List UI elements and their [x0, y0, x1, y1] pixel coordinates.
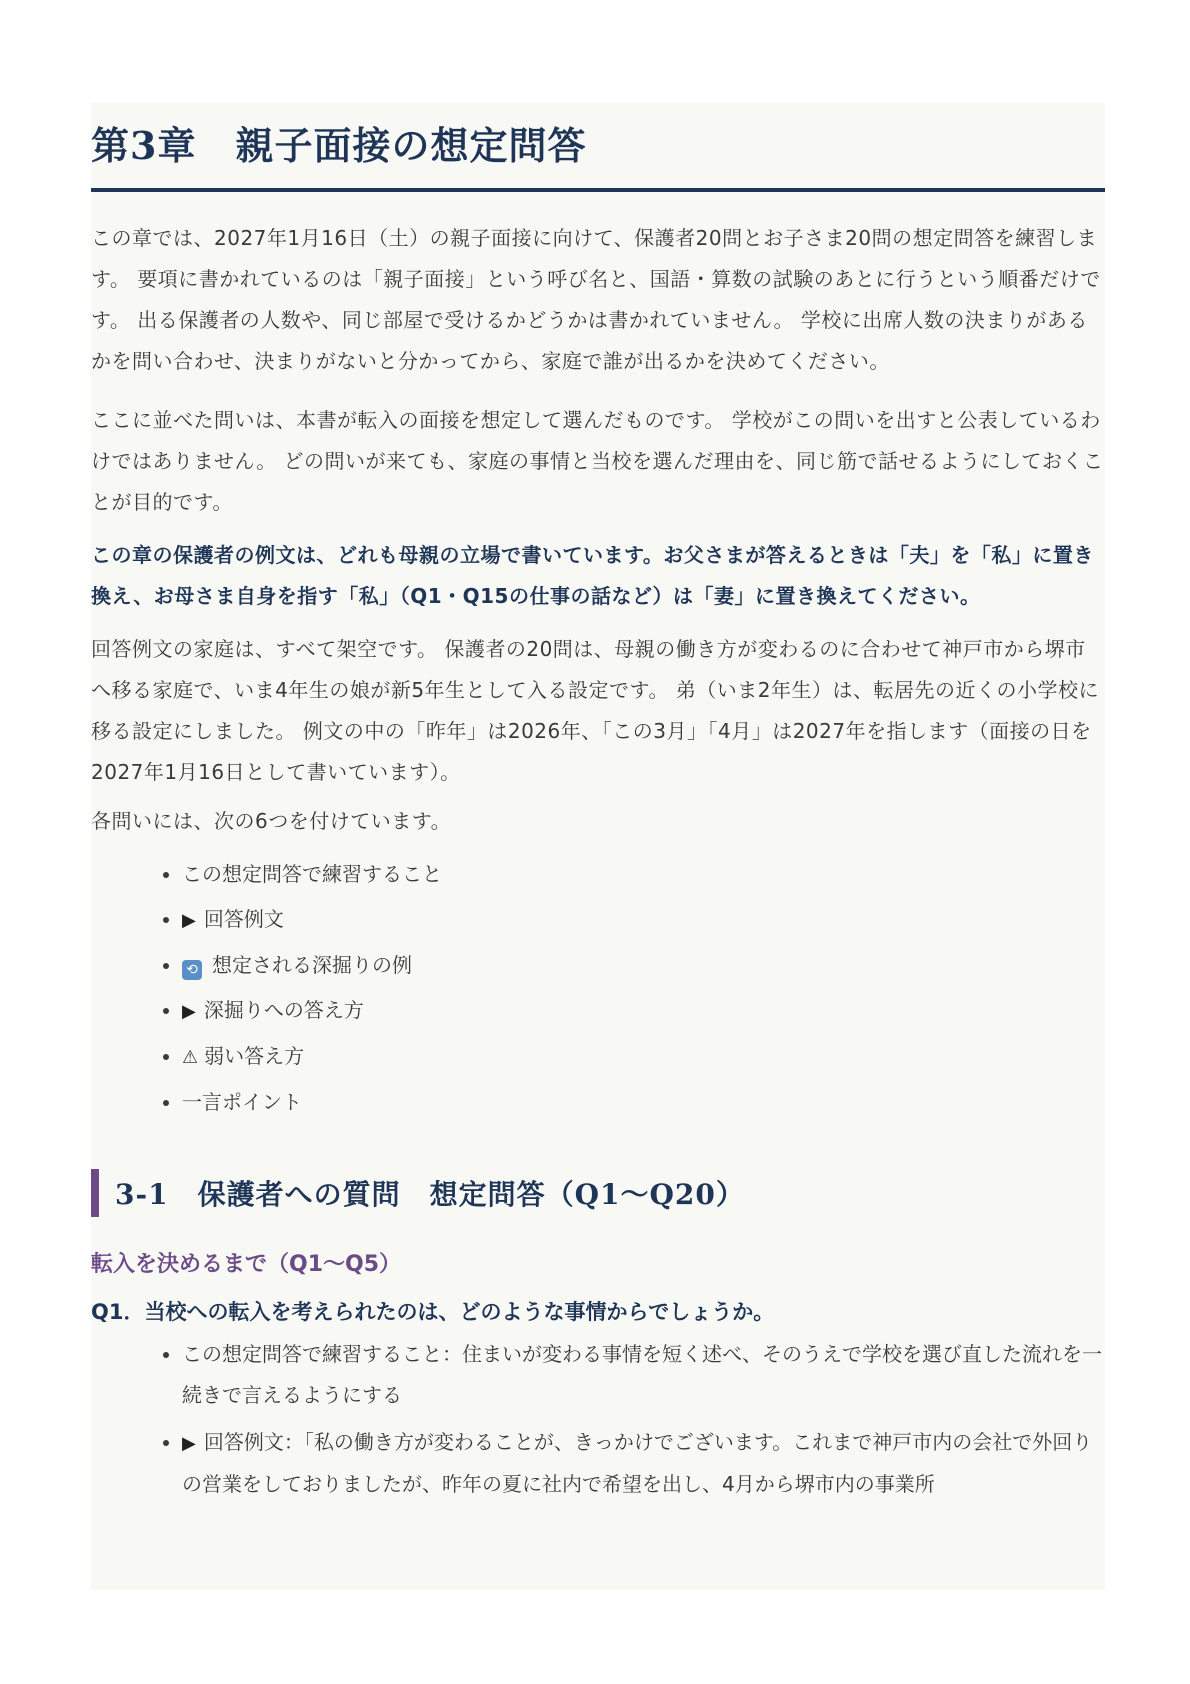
play-triangle-icon: ▶ — [182, 910, 196, 931]
question-answer-text: 回答例文：「私の働き方が変わることが、きっかけでございます。これまで神戸市内の会社で外回りの営業をしておりましたが、昨年の夏に社内で希望を出し、4月から堺市内の事業所 — [182, 1430, 1093, 1496]
intro-note: この章の保護者の例文は、どれも母親の立場で書いています。お父さまが答えるときは「夫」を「私」に置き換え、お母さま自身を指す「私」（Q1・Q15の仕事の話など）は「妻」に置き換えてください。 — [91, 543, 1094, 608]
legend-item-practice — [182, 852, 1105, 897]
legend-item-label: 回答例文 — [203, 907, 284, 931]
chapter-title: 第3章 親子面接の想定問答 — [91, 103, 1105, 192]
warning-icon: ⚠ — [182, 1047, 199, 1068]
legend-item-point — [182, 1080, 1105, 1125]
document-page — [91, 103, 1105, 1590]
question-answer — [182, 1422, 1105, 1505]
question-practice-text: この想定問答で練習すること：住まいが変わる事情を短く述べ、そのうえで学校を選び直した流れを一続きで言えるようにする — [182, 1342, 1102, 1407]
question-practice — [182, 1334, 1105, 1416]
question-title: Q1．当校への転入を考えられたのは、どのような事情からでしょうか。 — [91, 1300, 775, 1324]
subsection-title: 転入を決めるまで（Q1〜Q5） — [91, 1252, 402, 1277]
legend-item-label: 深掘りへの答え方 — [203, 998, 364, 1022]
legend-list — [91, 852, 1105, 1125]
intro-paragraph-2: ここに並べた問いは、本書が転入の面接を想定して選んだものです。 学校がこの問いを出すと公表しているわけではありません。 どの問いが来ても、家庭の事情と当校を選んだ理由を、同じ筋で話せるようにしておくことが目的です。 — [91, 408, 1104, 514]
section-title: 3-1 保護者への質問 想定問答（Q1〜Q20） — [91, 1169, 1105, 1217]
play-triangle-icon: ▶ — [182, 1433, 196, 1454]
legend-item-followup — [182, 943, 1105, 988]
question-items — [91, 1334, 1105, 1505]
legend-item-weak — [182, 1034, 1105, 1080]
legend-item-label: この想定問答で練習すること — [182, 862, 442, 886]
legend-item-followup-answer — [182, 988, 1105, 1034]
loop-arrows-icon: ⟲ — [182, 960, 202, 980]
legend-item-label: 弱い答え方 — [204, 1044, 305, 1068]
legend-item-label: 一言ポイント — [182, 1090, 302, 1114]
intro-paragraph-3: 回答例文の家庭は、すべて架空です。 保護者の20問は、母親の働き方が変わるのに合わせて神戸市から堺市へ移る家庭で、いま4年生の娘が新5年生として入る設定です。 弟（いま2年生）は、転居先の近くの小学校に移る設定にしました。 例文の中の「昨年」は2026年、「この3月」「4月」は2027年を指します（面接の日を2027年1月16日として書いています）。 — [91, 637, 1100, 784]
legend-item-label: 想定される深掘りの例 — [212, 953, 412, 977]
intro-paragraph-4: 各問いには、次の6つを付けています。 — [91, 809, 452, 833]
legend-item-answer — [182, 897, 1105, 943]
play-triangle-icon: ▶ — [182, 1001, 196, 1022]
intro-paragraph-1: この章では、2027年1月16日（土）の親子面接に向けて、保護者20問とお子さま20問の想定問答を練習します。 要項に書かれているのは「親子面接」という呼び名と、国語・算数の試験のあとに行うという順番だけです。 出る保護者の人数や、同じ部屋で受けるかどうかは書かれていません。 学校に出席人数の決まりがあるかを問い合わせ、決まりがないと分かってから、家庭で誰が出るかを決めてください。 — [91, 226, 1101, 373]
